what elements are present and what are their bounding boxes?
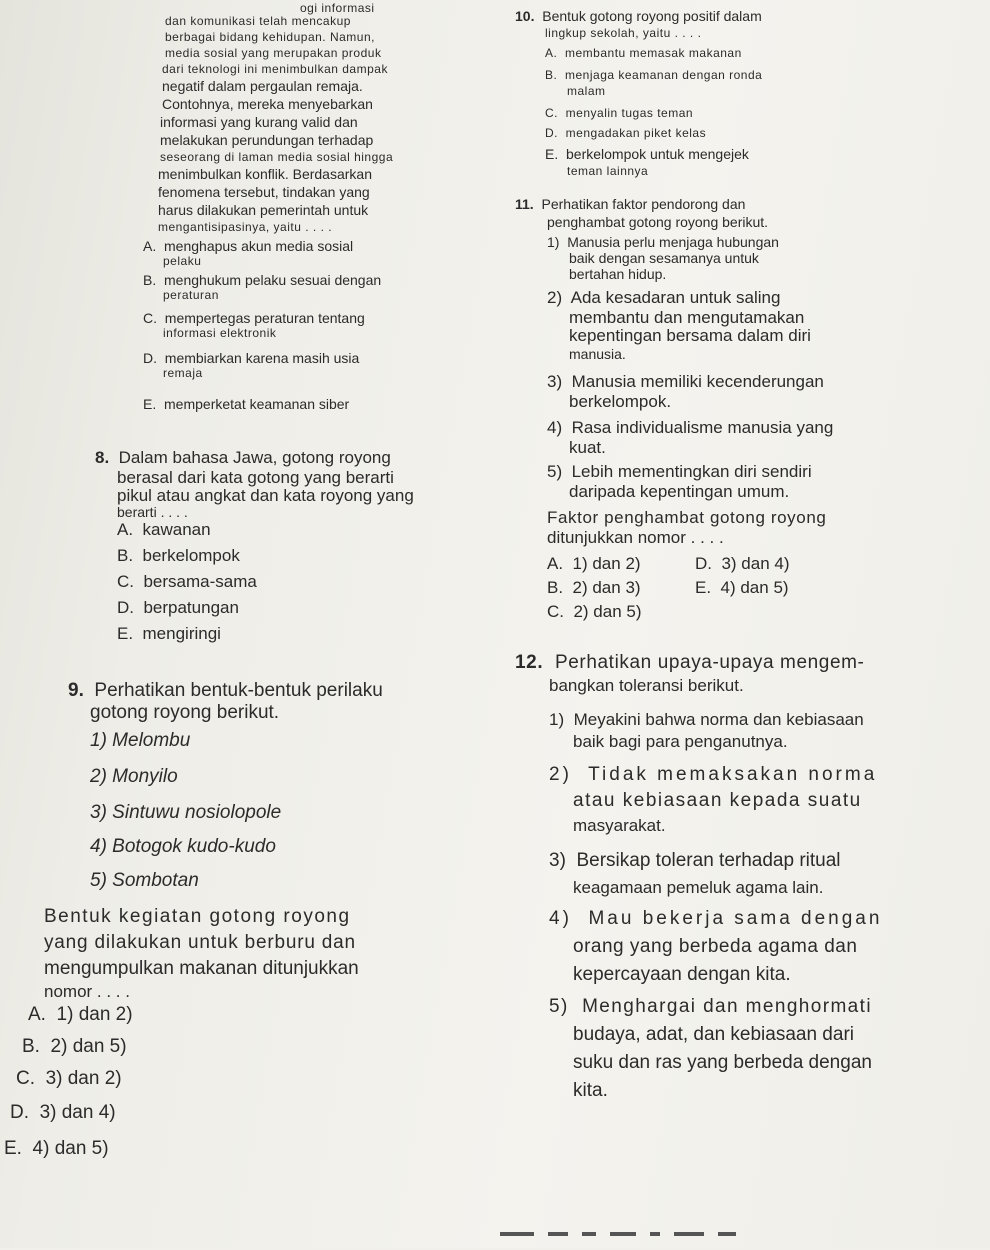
q8-option-b[interactable]: B. berkelompok (117, 546, 240, 565)
q12-item-2-cont: masyarakat. (573, 816, 666, 835)
q12-item-4-cont: orang yang berbeda agama dan (573, 936, 858, 957)
q9-item-5: 5) Sombotan (90, 870, 199, 891)
q12-item-5-cont: kita. (573, 1080, 608, 1101)
q7-option-c-cont: informasi elektronik (163, 326, 277, 340)
question-7-line: dan komunikasi telah mencakup (165, 14, 351, 28)
question-7-line: negatif dalam pergaulan remaja. (162, 78, 363, 94)
question-7-line: seseorang di laman media sosial hingga (160, 150, 394, 164)
q10-option-b[interactable]: B. menjaga keamanan dengan ronda (545, 68, 763, 82)
q11-item-1-cont: bertahan hidup. (569, 266, 667, 282)
q10-option-b-cont: malam (567, 84, 606, 98)
q11-option-c[interactable]: C. 2) dan 5) (547, 602, 642, 621)
q9-option-a[interactable]: A. 1) dan 2) (28, 1004, 133, 1025)
q11-option-b[interactable]: B. 2) dan 3) (547, 578, 641, 597)
question-8 (0, 420, 500, 643)
question-10-line: lingkup sekolah, yaitu . . . . (545, 26, 702, 40)
q7-option-b[interactable]: B. menghukum pelaku sesuai dengan (143, 272, 382, 288)
question-7-line: media sosial yang merupakan produk (165, 46, 382, 60)
q11-option-a[interactable]: A. 1) dan 2) (547, 554, 641, 573)
q11-item-5: 5) Lebih mementingkan diri sendiri (547, 462, 812, 481)
q11-item-1-cont: baik dengan sesamanya untuk (569, 250, 759, 266)
question-9-stem: 9. Perhatikan bentuk-bentuk perilaku (68, 680, 383, 701)
q9-item-4: 4) Botogok kudo-kudo (90, 836, 276, 857)
q8-option-c[interactable]: C. bersama-sama (117, 572, 257, 591)
q10-option-c[interactable]: C. menyalin tugas teman (545, 106, 694, 120)
question-7-line: menimbulkan konflik. Berdasarkan (158, 166, 372, 182)
q7-option-a[interactable]: A. menghapus akun media sosial (143, 238, 354, 254)
q8-option-d[interactable]: D. berpatungan (117, 598, 239, 617)
q11-option-e[interactable]: E. 4) dan 5) (695, 578, 789, 597)
question-12-stem: 12. Perhatikan upaya-upaya mengem- (515, 652, 865, 673)
question-8-line: pikul atau angkat dan kata royong yang (117, 486, 414, 505)
question-7-line: mengantisipasinya, yaitu . . . . (158, 220, 333, 234)
q11-item-3: 3) Manusia memiliki kecenderungan (547, 372, 824, 391)
q7-option-b-cont: peraturan (163, 288, 219, 302)
q12-item-1: 1) Meyakini bahwa norma dan kebiasaan (549, 710, 864, 729)
q7-option-c[interactable]: C. mempertegas peraturan tentang (143, 310, 365, 326)
q7-option-d-cont: remaja (163, 366, 203, 380)
question-11-stem: 11. Perhatikan faktor pendorong dan (515, 196, 746, 212)
q11-option-d[interactable]: D. 3) dan 4) (695, 554, 790, 573)
question-9-prompt: nomor . . . . (44, 982, 130, 1001)
question-9 (0, 670, 510, 1190)
question-11-prompt: ditunjukkan nomor . . . . (547, 528, 724, 547)
question-10-stem: 10. Bentuk gotong royong positif dalam (515, 8, 762, 24)
q11-item-2: 2) Ada kesadaran untuk saling (547, 288, 781, 307)
question-7-line: harus dilakukan pemerintah untuk (158, 202, 369, 218)
q12-item-3: 3) Bersikap toleran terhadap ritual (549, 850, 841, 871)
question-9-prompt: mengumpulkan makanan ditunjukkan (44, 958, 359, 979)
question-11 (515, 190, 985, 640)
q12-item-1-cont: baik bagi para penganutnya. (573, 732, 788, 751)
question-11-prompt: Faktor penghambat gotong royong (547, 508, 827, 527)
q12-item-5-cont: budaya, adat, dan kebiasaan dari (573, 1024, 854, 1045)
q10-option-e[interactable]: E. berkelompok untuk mengejek (545, 146, 749, 162)
q10-option-d[interactable]: D. mengadakan piket kelas (545, 126, 707, 140)
question-9-prompt: Bentuk kegiatan gotong royong (44, 906, 351, 927)
question-9-prompt: yang dilakukan untuk berburu dan (44, 932, 356, 953)
q10-option-a[interactable]: A. membantu memasak makanan (545, 46, 742, 60)
q9-option-b[interactable]: B. 2) dan 5) (22, 1036, 127, 1057)
q11-item-1: 1) Manusia perlu menjaga hubungan (547, 234, 779, 250)
q12-item-2-cont: atau kebiasaan kepada suatu (573, 790, 862, 811)
q10-option-e-cont: teman lainnya (567, 164, 649, 178)
question-8-line: berarti . . . . (117, 504, 188, 520)
q8-option-e[interactable]: E. mengiringi (117, 624, 221, 643)
question-7-line: Contohnya, mereka menyebarkan (162, 96, 373, 112)
q8-option-a[interactable]: A. kawanan (117, 520, 211, 539)
q11-item-2-cont: membantu dan mengutamakan (569, 308, 805, 327)
q11-item-5-cont: daripada kepentingan umum. (569, 482, 790, 501)
q7-option-a-cont: pelaku (163, 254, 202, 268)
question-8-line: berasal dari kata gotong yang berarti (117, 468, 394, 487)
q12-item-4: 4) Mau bekerja sama dengan (549, 908, 883, 929)
question-11-line: penghambat gotong royong berikut. (547, 214, 769, 230)
question-7-line: dari teknologi ini menimbulkan dampak (162, 62, 388, 76)
q11-item-4-cont: kuat. (569, 438, 606, 457)
q9-option-c[interactable]: C. 3) dan 2) (16, 1068, 122, 1089)
question-7-line: ogi informasi (300, 1, 375, 15)
question-7-line: berbagai bidang kehidupan. Namun, (165, 30, 375, 44)
cut-off-text-fragments (500, 1232, 800, 1242)
q12-item-3-cont: keagamaan pemeluk agama lain. (573, 878, 824, 897)
q9-item-3: 3) Sintuwu nosiolopole (90, 802, 282, 823)
q12-item-2: 2) Tidak memaksakan norma (549, 764, 878, 785)
q12-item-5: 5) Menghargai dan menghormati (549, 996, 872, 1017)
question-8-stem: 8. Dalam bahasa Jawa, gotong royong (95, 448, 391, 467)
q7-option-d[interactable]: D. membiarkan karena masih usia (143, 350, 360, 366)
question-12 (515, 646, 985, 1116)
question-7-line: fenomena tersebut, tindakan yang (158, 184, 370, 200)
question-9-line: gotong royong berikut. (90, 702, 280, 723)
q12-item-4-cont: kepercayaan dengan kita. (573, 964, 791, 985)
q11-item-4: 4) Rasa individualisme manusia yang (547, 418, 834, 437)
q11-item-3-cont: berkelompok. (569, 392, 672, 411)
question-7 (0, 0, 500, 460)
q9-item-1: 1) Melombu (90, 730, 191, 751)
q11-item-2-cont: manusia. (569, 346, 626, 362)
question-12-line: bangkan toleransi berikut. (549, 676, 744, 695)
question-10 (515, 0, 985, 190)
q9-item-2: 2) Monyilo (90, 766, 178, 787)
q11-item-2-cont: kepentingan bersama dalam diri (569, 326, 811, 345)
q9-option-d[interactable]: D. 3) dan 4) (10, 1102, 116, 1123)
question-7-line: melakukan perundungan terhadap (160, 132, 374, 148)
q9-option-e[interactable]: E. 4) dan 5) (4, 1138, 109, 1159)
q7-option-e[interactable]: E. memperketat keamanan siber (143, 396, 350, 412)
q12-item-5-cont: suku dan ras yang berbeda dengan (573, 1052, 872, 1073)
question-7-line: informasi yang kurang valid dan (160, 114, 358, 130)
